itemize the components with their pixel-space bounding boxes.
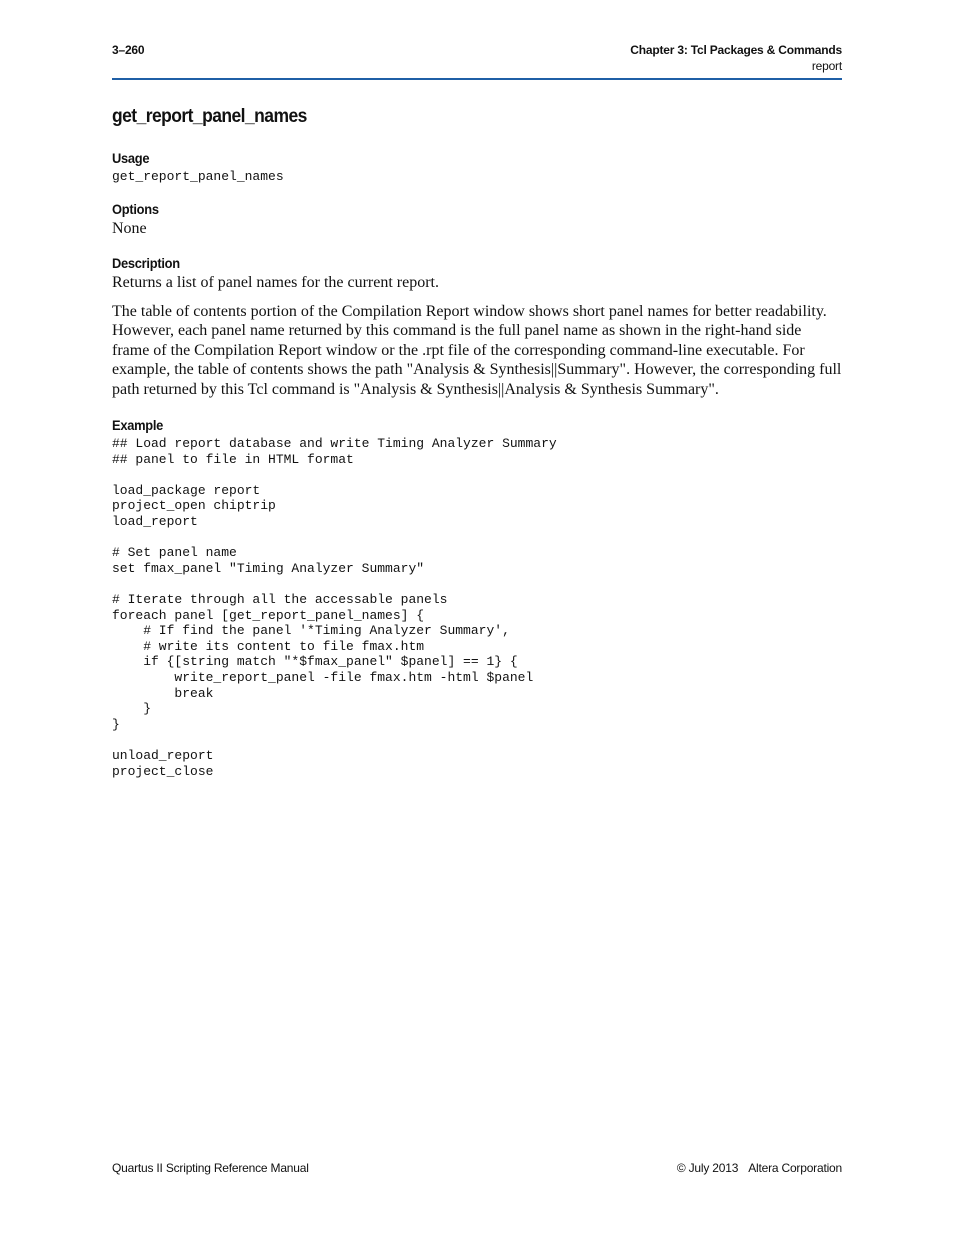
manual-title: Quartus II Scripting Reference Manual [112,1161,309,1175]
page-footer [112,1161,842,1179]
example-heading: Example [112,417,164,434]
description-paragraph-2: The table of contents portion of the Compilation Report window shows short panel names for better readability. However, each panel name returned by this command is the full panel name as shown in the right-hand side frame of the Compilation Report window or the .rpt file of the corresponding command-line executable. For example, the table of contents shows the path "Analysis & Synthesis||Summary". However, the corresponding full path returned by this Tcl command is "Analysis & Synthesis||Analysis & Synthesis Summary". [112,302,842,398]
command-title: get_report_panel_names [112,106,307,127]
description-heading: Description [112,255,180,272]
copyright-date: © July 2013 [676,1161,739,1175]
usage-heading: Usage [112,150,150,166]
page-header [112,42,842,80]
example-code: ## Load report database and write Timing Analyzer Summary ## panel to file in HTML format load_package report project_open chiptrip load_report # Set panel name set fmax_panel "Timing Analyzer Summary" # Iterate through all the accessable panels foreach panel [get_report_panel_names] { # If find the panel '*Timing Analyzer Summary', # write its content to file fmax.htm if {[string match "*$fmax_panel" $panel] == 1} { write_report_panel -file fmax.htm -html $panel break } } unload_report project_close [112,436,557,779]
company-name: Altera Corporation [748,1161,842,1175]
page-number: 3–260 [112,43,145,57]
chapter-title: Chapter 3: Tcl Packages & Commands [630,43,842,57]
usage-code: get_report_panel_names [112,169,284,184]
main-content [112,103,842,779]
footer-right [677,1161,842,1175]
options-heading: Options [112,200,159,217]
section-name: report [811,59,842,73]
description-paragraph-1: Returns a list of panel names for the current report. [112,274,439,292]
options-text: None [112,219,147,237]
